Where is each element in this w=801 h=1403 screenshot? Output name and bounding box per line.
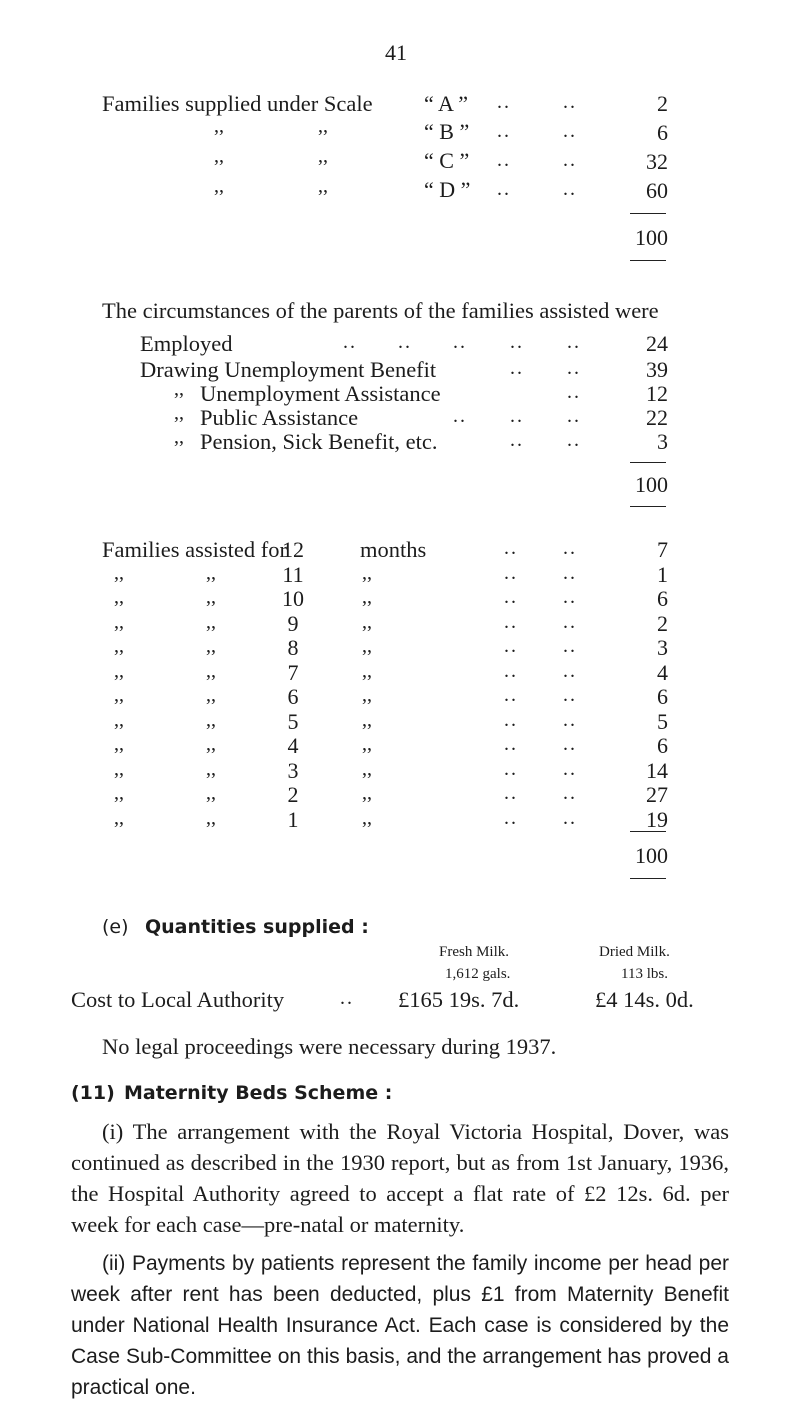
- ditto-mark: ,,: [114, 586, 124, 608]
- scale-label: Families supplied under Scale: [102, 91, 373, 116]
- month-count: 5: [287, 708, 299, 734]
- leader-dots: ..: [567, 357, 581, 379]
- leader-dots: ..: [567, 405, 581, 427]
- circumstance-label: Unemployment Assistance: [200, 381, 441, 406]
- ditto-mark: ,,: [318, 175, 328, 197]
- leader-dots: ..: [563, 610, 577, 633]
- ditto-mark: ,,: [362, 708, 372, 731]
- month-count: 9: [287, 610, 299, 636]
- circumstance-value: 22: [646, 405, 668, 430]
- ditto-mark: ,,: [174, 378, 184, 400]
- leader-dots: ..: [563, 684, 577, 706]
- ditto-mark: ,,: [206, 757, 216, 780]
- leader-dots: ..: [563, 806, 577, 829]
- leader-dots: ..: [510, 405, 524, 427]
- ditto-mark: ,,: [114, 757, 124, 780]
- month-count: 12: [282, 537, 304, 562]
- section-marker: (e): [102, 916, 129, 938]
- month-value: 5: [657, 708, 668, 734]
- ditto-mark: ,,: [206, 561, 216, 584]
- ditto-mark: ,,: [362, 782, 372, 804]
- legal-note: No legal proceedings were necessary during 1937.: [102, 1034, 557, 1059]
- dried-milk-cost: £4 14s. 0d.: [595, 987, 694, 1012]
- cost-label: Cost to Local Authority: [71, 987, 285, 1012]
- leader-dots: ..: [563, 659, 577, 682]
- month-value: 6: [657, 684, 668, 709]
- ditto-mark: ,,: [206, 806, 216, 829]
- ditto-mark: ,,: [114, 635, 124, 657]
- circumstance-value: 39: [646, 357, 668, 382]
- total-rule: [630, 213, 666, 214]
- leader-dots: ..: [398, 331, 412, 353]
- leader-dots: ..: [504, 610, 518, 633]
- circumstances-heading: The circumstances of the parents of the families assisted were: [102, 298, 659, 323]
- ditto-mark: ,,: [114, 708, 124, 731]
- circumstance-total: 100: [635, 472, 668, 497]
- month-value: 7: [657, 537, 668, 562]
- leader-dots: ..: [567, 331, 581, 353]
- circumstance-value: 12: [646, 381, 668, 406]
- leader-dots: ..: [504, 757, 518, 780]
- month-value: 6: [657, 586, 668, 611]
- months-label: Families assisted for: [102, 537, 287, 562]
- leader-dots: ..: [510, 331, 524, 353]
- month-value: 27: [646, 782, 668, 807]
- ditto-mark: ,,: [206, 586, 216, 608]
- months-total: 100: [635, 843, 668, 868]
- ditto-mark: ,,: [206, 659, 216, 682]
- leader-dots: ..: [497, 120, 511, 142]
- fresh-milk-label: Fresh Milk.: [439, 944, 510, 960]
- scale-letter: “ C ”: [424, 148, 470, 173]
- leader-dots: ..: [563, 561, 577, 584]
- ditto-mark: ,,: [174, 402, 184, 424]
- dried-milk-label: Dried Milk.: [599, 944, 670, 960]
- leader-dots: ..: [510, 429, 524, 451]
- ditto-mark: ,,: [362, 806, 372, 829]
- leader-dots: ..: [497, 149, 511, 171]
- month-count: 11: [282, 561, 304, 587]
- ditto-mark: ,,: [206, 708, 216, 731]
- leader-dots: ..: [504, 806, 518, 829]
- scale-value: 2: [657, 91, 668, 116]
- fresh-milk-qty: 1,612 gals.: [445, 966, 511, 982]
- month-count: 7: [287, 659, 299, 685]
- leader-dots: ..: [563, 537, 577, 559]
- total-rule: [630, 260, 666, 261]
- leader-dots: ..: [497, 91, 511, 113]
- ditto-mark: ,,: [114, 659, 124, 682]
- ditto-mark: ,,: [114, 610, 124, 633]
- leader-dots: ..: [563, 782, 577, 804]
- ditto-mark: ,,: [206, 733, 216, 755]
- leader-dots: ..: [563, 733, 577, 755]
- month-count: 3: [287, 757, 299, 783]
- leader-dots: ..: [343, 331, 357, 353]
- leader-dots: ..: [563, 178, 577, 200]
- total-rule: [630, 462, 666, 463]
- months-unit: months: [360, 537, 427, 562]
- ditto-mark: ,,: [362, 757, 372, 780]
- ditto-mark: ,,: [318, 145, 328, 167]
- ditto-mark: ,,: [114, 733, 124, 755]
- leader-dots: ..: [504, 537, 518, 559]
- leader-dots: ..: [504, 708, 518, 731]
- circumstance-label: Employed: [140, 331, 233, 356]
- ditto-mark: ,,: [362, 610, 372, 633]
- ditto-mark: ,,: [214, 145, 224, 167]
- leader-dots: ..: [504, 733, 518, 755]
- month-value: 14: [646, 757, 668, 783]
- fresh-milk-cost: £165 19s. 7d.: [398, 987, 520, 1012]
- leader-dots: ..: [453, 405, 467, 427]
- scale-value: 6: [657, 120, 668, 145]
- leader-dots: ..: [340, 987, 354, 1009]
- ditto-mark: ,,: [206, 782, 216, 804]
- month-value: 1: [657, 561, 668, 587]
- ditto-mark: ,,: [362, 684, 372, 706]
- leader-dots: ..: [563, 91, 577, 113]
- scale-letter: “ B ”: [424, 119, 470, 144]
- ditto-mark: ,,: [214, 175, 224, 197]
- scale-letter: “ A ”: [424, 91, 468, 116]
- circumstance-value: 24: [646, 331, 668, 356]
- ditto-mark: ,,: [362, 659, 372, 682]
- ditto-mark: ,,: [206, 635, 216, 657]
- leader-dots: ..: [563, 635, 577, 657]
- leader-dots: ..: [563, 586, 577, 608]
- month-count: 2: [287, 782, 299, 807]
- ditto-mark: ,,: [318, 115, 328, 137]
- month-value: 4: [657, 659, 668, 685]
- leader-dots: ..: [567, 429, 581, 451]
- scale-total: 100: [635, 225, 668, 250]
- leader-dots: ..: [563, 149, 577, 171]
- leader-dots: ..: [497, 178, 511, 200]
- ditto-mark: ,,: [114, 806, 124, 829]
- ditto-mark: ,,: [206, 610, 216, 633]
- ditto-mark: ,,: [206, 684, 216, 706]
- ditto-mark: ,,: [114, 684, 124, 706]
- maternity-paragraph: (i) The arrangement with the Royal Victoria Hospital, Dover, was continued as described in the 1930 report, but as from 1st January, 1936, the Hospital Authority agreed to accept a flat rate of £2 12s. 6d. per week for each case—pre-natal or maternity.: [71, 1119, 729, 1237]
- leader-dots: ..: [567, 381, 581, 403]
- leader-dots: ..: [504, 659, 518, 682]
- month-value: 6: [657, 733, 668, 758]
- section-heading: Maternity Beds Scheme :: [124, 1082, 393, 1104]
- scale-value: 32: [646, 149, 668, 174]
- leader-dots: ..: [504, 635, 518, 657]
- month-value: 3: [657, 635, 668, 660]
- leader-dots: ..: [504, 684, 518, 706]
- leader-dots: ..: [563, 708, 577, 731]
- circumstance-label: Drawing Unemployment Benefit: [140, 357, 437, 382]
- circumstance-value: 3: [657, 429, 668, 454]
- circumstance-label: Public Assistance: [200, 405, 359, 430]
- dried-milk-qty: 113 lbs.: [621, 966, 668, 982]
- month-count: 10: [282, 586, 304, 611]
- circumstance-label: Pension, Sick Benefit, etc.: [200, 429, 438, 454]
- month-value: 19: [646, 806, 668, 832]
- scale-value: 60: [646, 178, 668, 203]
- ditto-mark: ,,: [214, 115, 224, 137]
- month-count: 6: [287, 684, 299, 709]
- leader-dots: ..: [563, 757, 577, 780]
- leader-dots: ..: [504, 586, 518, 608]
- leader-dots: ..: [453, 331, 467, 353]
- leader-dots: ..: [563, 120, 577, 142]
- scale-letter: “ D ”: [424, 177, 471, 202]
- page-number: 41: [385, 40, 407, 65]
- ditto-mark: ,,: [362, 635, 372, 657]
- month-count: 4: [287, 733, 299, 758]
- ditto-mark: ,,: [114, 561, 124, 584]
- total-rule: [630, 506, 666, 507]
- leader-dots: ..: [504, 782, 518, 804]
- leader-dots: ..: [504, 561, 518, 584]
- total-rule: [630, 831, 666, 832]
- ditto-mark: ,,: [174, 426, 184, 448]
- total-rule: [630, 878, 666, 879]
- ditto-mark: ,,: [362, 561, 372, 584]
- month-count: 8: [287, 635, 299, 660]
- month-count: 1: [287, 806, 299, 832]
- maternity-paragraph: (ii) Payments by patients represent the family income per head per week after rent has been deducted, plus £1 from Maternity Benefit under National Health Insurance Act. Each case is considered by the Case Sub-Committee on this basis, and the arrangement has proved a practical one.: [71, 1252, 729, 1399]
- ditto-mark: ,,: [114, 782, 124, 804]
- ditto-mark: ,,: [362, 733, 372, 755]
- leader-dots: ..: [510, 357, 524, 379]
- section-marker: (11): [71, 1082, 115, 1104]
- section-heading: Quantities supplied :: [145, 916, 369, 938]
- ditto-mark: ,,: [362, 586, 372, 608]
- month-value: 2: [657, 610, 668, 636]
